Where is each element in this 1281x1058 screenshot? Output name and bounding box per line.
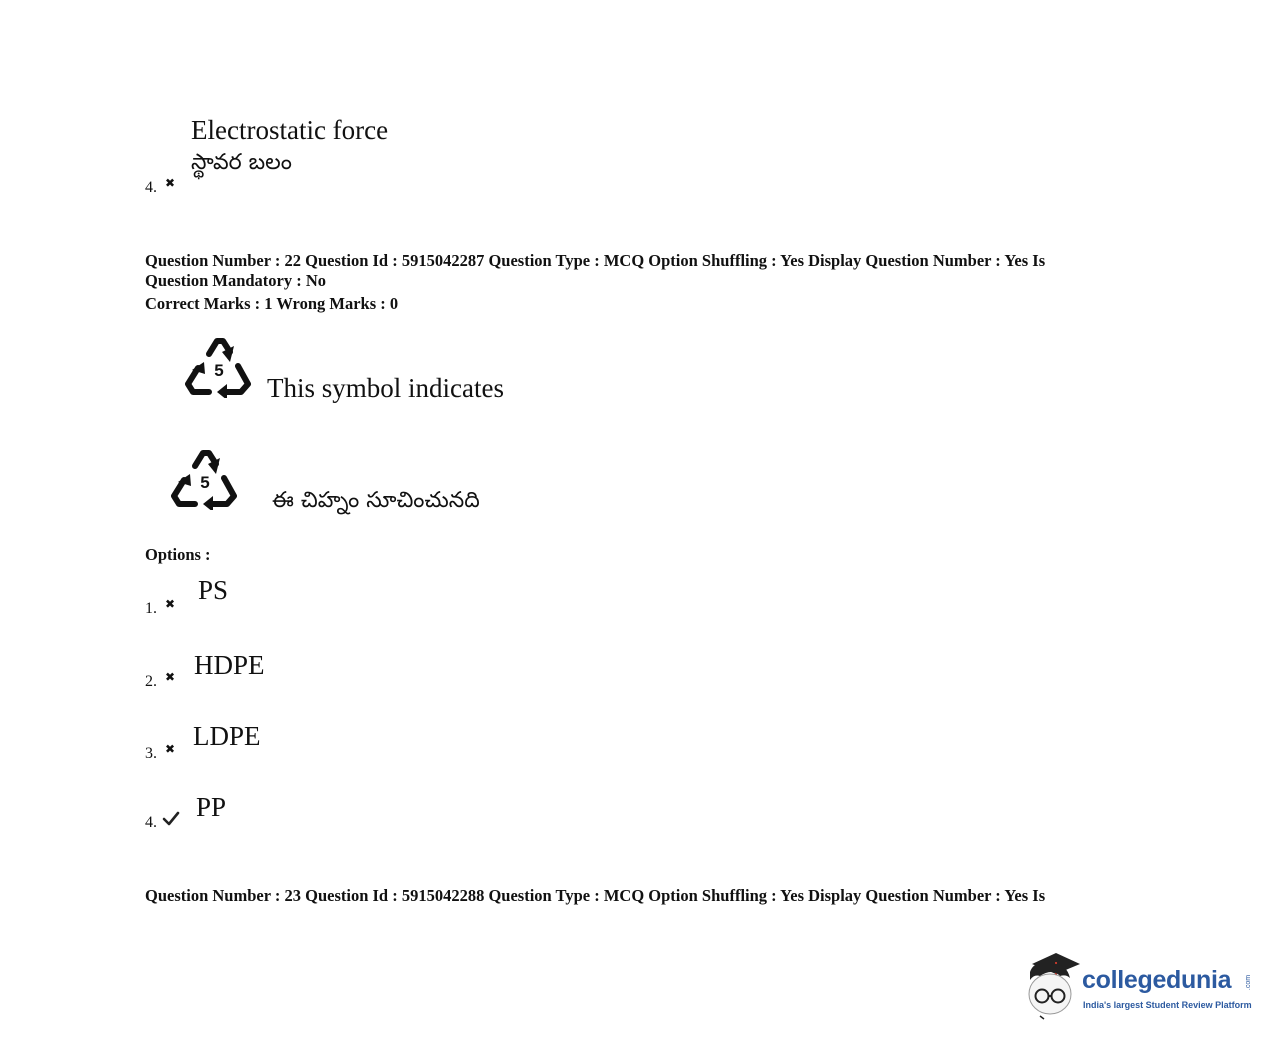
question-22-meta: Question Number : 22 Question Id : 5915042287 Question Type : MCQ Option Shuffling : Yes Display Question Number : Yes Is Question Mandatory : No — [145, 251, 1046, 290]
option-1-text: PS — [198, 575, 229, 605]
option-3-text: LDPE — [193, 721, 261, 751]
cross-icon: ✖ — [165, 742, 176, 756]
prev-option-4-text-en: Electrostatic force — [191, 115, 389, 145]
option-4-number: 4. — [145, 814, 157, 831]
option-2-text: HDPE — [194, 650, 265, 680]
question-23-meta: Question Number : 23 Question Id : 5915042288 Question Type : MCQ Option Shuffling : Yes Display Question Number : Yes Is — [145, 886, 1046, 905]
cross-icon: ✖ — [165, 670, 176, 684]
question-22-marks: Correct Marks : 1 Wrong Marks : 0 — [145, 294, 399, 313]
recycle-symbol-5-icon — [169, 444, 241, 510]
option-3-number: 3. — [145, 745, 157, 762]
option-1-number: 1. — [145, 600, 157, 617]
question-22-text-en: This symbol indicates — [267, 373, 504, 403]
cross-icon: ✖ — [165, 176, 176, 190]
prev-option-4-number: 4. — [145, 179, 157, 196]
recycle-symbol-number: 5 — [214, 361, 224, 380]
options-label: Options : — [145, 545, 211, 564]
prev-option-4-text-te: స్థావర బలం — [191, 150, 292, 175]
brand-name: collegedunia — [1082, 966, 1232, 994]
option-2-number: 2. — [145, 673, 157, 690]
recycle-symbol-5-icon — [183, 332, 255, 398]
recycle-symbol-number: 5 — [200, 473, 210, 492]
cross-icon: ✖ — [165, 597, 176, 611]
collegedunia-logo — [1022, 950, 1262, 1022]
mascot-icon — [1022, 950, 1084, 1020]
option-4-text: PP — [196, 792, 227, 822]
check-icon — [162, 811, 180, 826]
brand-suffix: .com — [1245, 974, 1253, 991]
brand-tagline: India's largest Student Review Platform — [1083, 1000, 1252, 1010]
question-22-text-te: ఈ చిహ్నం సూచించునది — [272, 488, 480, 513]
